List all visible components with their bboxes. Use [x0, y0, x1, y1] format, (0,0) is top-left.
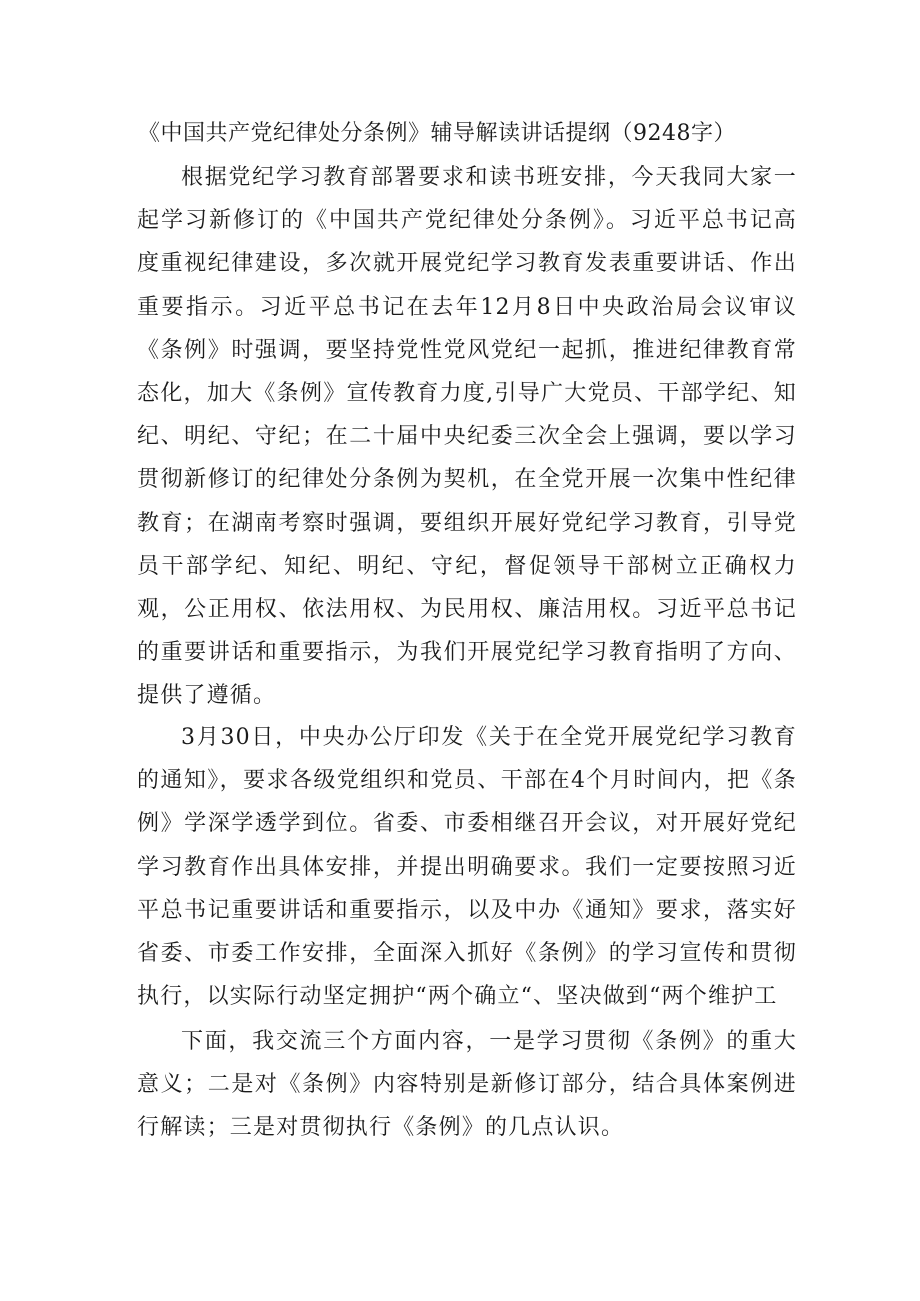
paragraph-notice: 3月30日，中央办公厅印发《关于在全党开展党纪学习教育的通知》，要求各级党组织和党员、干部在4个月时间内，把《条例》学深学透学到位。省委、市委相继召开会议，对开展好党纪学习教育作出具体安排，并提出明确要求。我们一定要按照习近平总书记重要讲话和重要指示，以及中办《通知》要求，落实好省委、市委工作安排，全面深入抓好《条例》的学习宣传和贯彻执行，以实际行动坚定拥护“两个确立“、坚决做到“两个维护工: [137, 725, 797, 1010]
document-title: 《中国共产党纪律处分条例》辅导解读讲话提纲（9248字）: [138, 121, 736, 146]
paragraph-intro: 根据党纪学习教育部署要求和读书班安排，今天我同大家一起学习新修订的《中国共产党纪律处分条例》。习近平总书记高度重视纪律建设，多次就开展党纪学习教育发表重要讲话、作出重要指示。习近平总书记在去年12月8日中央政治局会议审议《条例》时强调，要坚持党性党风党纪一起抓，推进纪律教育常态化，加大《条例》宣传教育力度,引导广大党员、干部学纪、知纪、明纪、守纪；在二十届中央纪委三次全会上强调，要以学习贯彻新修订的纪律处分条例为契机，在全党开展一次集中性纪律教育；在湖南考察时强调，要组织开展好党纪学习教育，引导党员干部学纪、知纪、明纪、守纪，督促领导干部树立正确权力观，公正用权、依法用权、为民用权、廉洁用权。习近平总书记的重要讲话和重要指示，为我们开展党纪学习教育指明了方向、提供了遵循。: [137, 165, 797, 709]
paragraph-outline: 下面，我交流三个方面内容，一是学习贯彻《条例》的重大意义；二是对《条例》内容特别是新修订部分，结合具体案例进行解读；三是对贯彻执行《条例》的几点认识。: [137, 1029, 797, 1141]
